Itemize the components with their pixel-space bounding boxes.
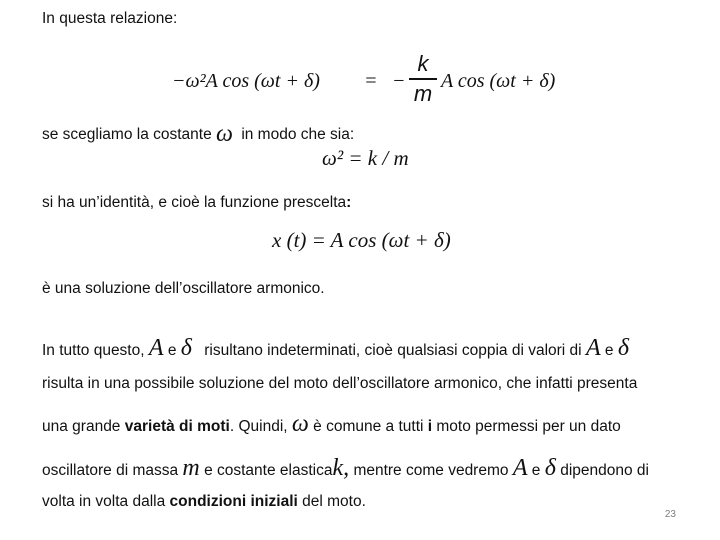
p3-bold-2: i <box>427 418 433 435</box>
p3-bold-1: varietà di moti <box>124 418 230 435</box>
paragraph-line-2: risulta in una possibile soluzione del moto dell’oscillatore armonico, che infatti presenta <box>42 375 638 392</box>
omega-symbol: ω <box>216 121 233 147</box>
paragraph-line-4 <box>42 455 649 481</box>
eq1-minus: − <box>392 70 406 92</box>
line-solution: è una soluzione dell’oscillatore armonico. <box>42 280 325 297</box>
line2-after: in modo che sia: <box>241 126 355 143</box>
paragraph-line-1 <box>42 335 630 361</box>
p3-text-1: una grande <box>42 418 121 435</box>
p4-text-1: oscillatore di massa <box>42 462 179 479</box>
p4-text-5: dipendono di <box>560 462 649 479</box>
p5-text-2: del moto. <box>302 493 366 510</box>
p3-text-3: è comune a tutti <box>313 418 424 435</box>
symbol-m: m <box>182 455 200 481</box>
eq1-left: −ω²A cos (ωt + δ) <box>172 70 320 92</box>
eq1-right: A cos (ωt + δ) <box>441 70 556 92</box>
p4-text-3: mentre come vedremo <box>353 462 509 479</box>
paragraph-line-5 <box>42 492 366 512</box>
p3-text-4: moto permessi per un dato <box>436 418 621 435</box>
equation-3: x (t) = A cos (ωt + δ) <box>272 228 451 252</box>
symbol-delta: δ <box>180 335 192 361</box>
fraction-bar <box>409 78 437 80</box>
omega-symbol: ω <box>291 411 309 437</box>
eq1-denominator: m <box>413 81 433 106</box>
symbol-A: A <box>512 455 528 481</box>
symbol-A: A <box>585 335 601 361</box>
p1-text-2: e <box>167 342 177 359</box>
line2-before: se scegliamo la costante <box>42 126 212 143</box>
p1-text-4: e <box>604 342 614 359</box>
p5-bold: condizioni iniziali <box>169 493 298 510</box>
eq1-numerator: k <box>417 51 429 76</box>
symbol-A: A <box>148 335 164 361</box>
p3-text-2: . Quindi, <box>229 418 288 435</box>
line-choose-constant <box>42 122 354 145</box>
symbol-delta: δ <box>544 455 556 481</box>
line3-before: si ha un’identità, e cioè la funzione prescelta <box>42 194 347 211</box>
line3-colon: : <box>346 194 352 211</box>
paragraph-line-3 <box>42 411 621 437</box>
p4-text-2: e costante elastica <box>204 462 333 479</box>
symbol-k: k, <box>332 455 350 481</box>
equation-2: ω² = k / m <box>322 146 409 170</box>
intro-text: In questa relazione: <box>42 10 178 27</box>
p1-text-3: risultano indeterminati, cioè qualsiasi coppia di valori di <box>204 342 582 359</box>
p5-text-1: volta in volta dalla <box>42 493 166 510</box>
eq1-fraction <box>409 52 437 106</box>
eq1-equals: = <box>364 70 378 92</box>
symbol-delta: δ <box>617 335 630 361</box>
page-number: 23 <box>664 509 676 520</box>
p1-text-1: In tutto questo, <box>42 342 145 359</box>
line-identity <box>42 193 351 213</box>
p4-text-4: e <box>531 462 541 479</box>
